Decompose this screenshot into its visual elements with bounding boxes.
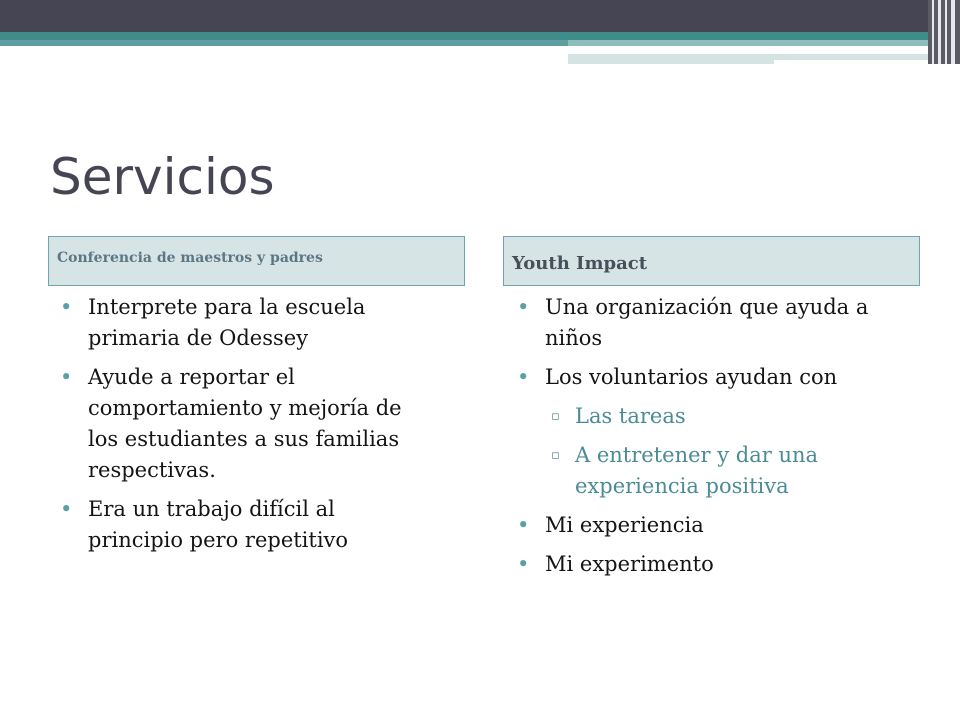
left-column-header	[48, 236, 465, 286]
left-bullet-list	[58, 292, 428, 564]
list-item-text: Mi experimento	[545, 552, 714, 576]
square-bullet-icon: ▫	[551, 448, 560, 463]
bullet-icon: •	[517, 365, 530, 389]
bullet-icon: •	[60, 295, 73, 319]
sub-list-item	[515, 401, 895, 432]
decorative-bar	[0, 40, 568, 46]
list-item-text: Interprete para la escuela primaria de Odessey	[88, 295, 366, 350]
list-item	[515, 510, 895, 541]
bullet-icon: •	[60, 365, 73, 389]
list-item-text: Los voluntarios ayudan con	[545, 365, 838, 389]
right-column-header-label: Youth Impact	[512, 252, 648, 274]
list-item-text: Ayude a reportar el comportamiento y mejoría de los estudiantes a sus familias respectivas.	[88, 365, 402, 482]
list-item	[58, 494, 428, 556]
bullet-icon: •	[517, 513, 530, 537]
list-item-text: Era un trabajo difícil al principio pero repetitivo	[88, 497, 349, 552]
list-item	[515, 362, 895, 393]
list-item-text: Una organización que ayuda a niños	[545, 295, 869, 350]
decorative-bar	[568, 60, 774, 64]
corner-stripes-decoration	[928, 0, 960, 64]
list-item	[58, 292, 428, 354]
list-item	[515, 292, 895, 354]
bullet-icon: •	[60, 497, 73, 521]
square-bullet-icon: ▫	[551, 409, 560, 424]
decorative-bar	[568, 40, 940, 46]
sub-list-item-text: Las tareas	[575, 404, 686, 428]
right-column-header	[503, 236, 920, 286]
slide-title: Servicios	[50, 148, 275, 206]
right-bullet-list	[515, 292, 895, 588]
bullet-icon: •	[517, 295, 530, 319]
list-item	[515, 549, 895, 580]
list-item	[58, 362, 428, 486]
left-column-header-label: Conferencia de maestros y padres	[57, 250, 323, 266]
decorative-line	[570, 50, 888, 53]
sub-list-item	[515, 440, 895, 502]
bullet-icon: •	[517, 552, 530, 576]
teal-accent-strip	[0, 32, 960, 40]
sub-list-item-text: A entretener y dar una experiencia positiva	[575, 443, 819, 498]
list-item-text: Mi experiencia	[545, 513, 704, 537]
top-decorative-band	[0, 0, 960, 32]
